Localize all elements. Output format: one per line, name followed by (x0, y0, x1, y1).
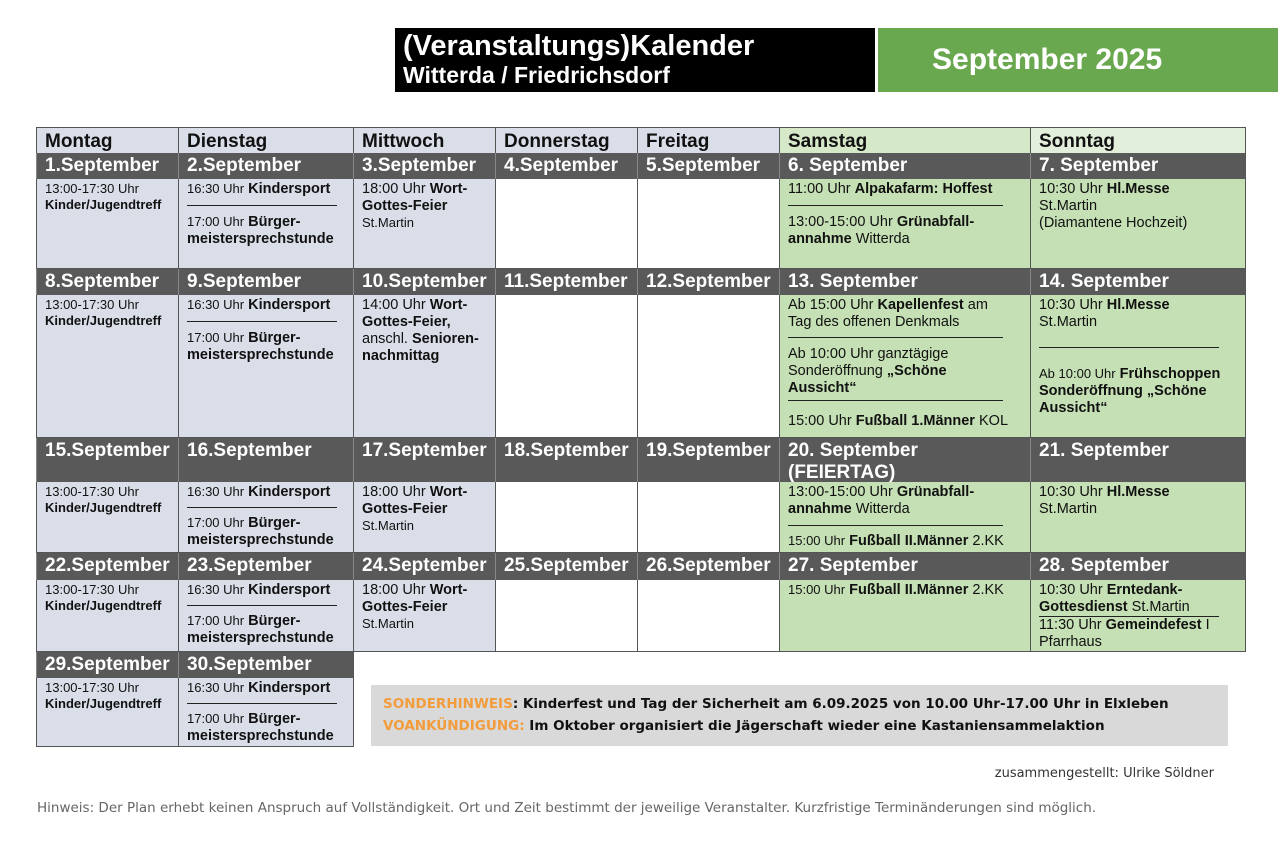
event-title: Hl.Messe (1106, 484, 1170, 500)
event-title: Wort- (429, 181, 468, 197)
event-note: KOL (979, 413, 1009, 429)
event-time: 13:00-17:30 Uhr (45, 297, 139, 312)
event-time: 13:00-17:30 Uhr (45, 484, 139, 499)
date-label: 9.September (178, 269, 354, 295)
event-cell-mon-4 (36, 580, 179, 652)
event-title: Gottes-Feier (362, 599, 448, 615)
event-cell-mon-5 (36, 678, 179, 747)
event-time: Ab 10:00 Uhr ganztägige (788, 346, 949, 362)
event-cell-fri-4 (637, 580, 780, 652)
event-time: 16:30 Uhr (187, 680, 245, 695)
event-time: 13:00-17:30 Uhr (45, 582, 139, 597)
separator-line (187, 507, 337, 508)
date-label: 23.September (178, 553, 354, 580)
event-time: Ab 10:00 Uhr (1039, 366, 1116, 381)
date-label: 14. September (1030, 269, 1246, 295)
event-cell-tue-1 (178, 179, 354, 269)
event-title: Bürger- (248, 613, 301, 629)
event-title: Kinder/Jugendtreff (45, 197, 162, 212)
date-label: 13. September (779, 269, 1031, 295)
event-title: Alpakafarm: Hoffest (854, 181, 993, 197)
event-time: 14:00 Uhr (362, 297, 426, 313)
date-label: 4.September (495, 153, 638, 179)
event-time: 13:00-17:30 Uhr (45, 680, 139, 695)
event-title: Frühschoppen (1119, 366, 1221, 382)
calendar-title: (Veranstaltungs)Kalender (403, 30, 755, 62)
event-time: 11:30 Uhr (1039, 617, 1102, 633)
event-time: 16:30 Uhr (187, 582, 245, 597)
event-location: St.Martin (362, 215, 415, 230)
event-time: 10:30 Uhr (1039, 181, 1103, 197)
notice-text-announcement: Im Oktober organisiert die Jägerschaft wieder eine Kastaniensammelaktion (524, 718, 1105, 734)
event-title: Kindersport (248, 582, 331, 598)
event-time: 15:00 Uhr (788, 582, 846, 597)
date-label: 20. September (788, 440, 918, 461)
calendar-location: Witterda / Friedrichsdorf (403, 62, 670, 88)
separator-line (187, 703, 337, 704)
event-time: 15:00 Uhr (788, 533, 846, 548)
notice-label-announcement: VOANKÜNDIGUNG: (383, 718, 525, 734)
event-title: Aussicht“ (788, 380, 857, 396)
event-title: meistersprechstunde (187, 728, 334, 744)
separator-line (1039, 347, 1219, 348)
disclaimer-text: Hinweis: Der Plan erhebt keinen Anspruch auf Vollständigkeit. Ort und Zeit bestimmt der jeweilige Veranstalter. Kurzfristige Terminänderungen sind möglich. (37, 800, 1097, 816)
date-label: 17.September (353, 438, 496, 482)
date-label: 26.September (637, 553, 780, 580)
date-label: 22.September (36, 553, 179, 580)
credit-text: zusammengestellt: Ulrike Söldner (994, 766, 1214, 781)
weekday-saturday: Samstag (779, 127, 1031, 153)
date-label: 30.September (178, 652, 354, 678)
event-time: 13:00-15:00 Uhr (788, 214, 893, 230)
event-title: Kinder/Jugendtreff (45, 598, 162, 613)
event-cell-sat-2 (779, 295, 1031, 438)
event-title: Wort- (429, 484, 468, 500)
event-time: 11:00 Uhr (788, 181, 851, 197)
event-cell-tue-5 (178, 678, 354, 747)
date-label: 28. September (1030, 553, 1246, 580)
event-cell-sat-3 (779, 482, 1031, 553)
event-title: meistersprechstunde (187, 231, 334, 247)
event-note: Sonderöffnung (788, 363, 883, 379)
date-label: 24.September (353, 553, 496, 580)
separator-line (788, 400, 1003, 401)
event-cell-sun-2 (1030, 295, 1246, 438)
date-label: 27. September (779, 553, 1031, 580)
weekday-sunday: Sonntag (1030, 127, 1246, 153)
event-location: Witterda (855, 231, 910, 247)
event-location: Witterda (855, 501, 910, 517)
date-label: 19.September (637, 438, 780, 482)
event-time: 17:00 Uhr (187, 214, 245, 229)
event-location: St.Martin (1039, 198, 1098, 214)
event-title: Bürger- (248, 330, 301, 346)
separator-line (187, 605, 337, 606)
event-title: Gottes-Feier, (362, 314, 451, 330)
event-time: 13:00-17:30 Uhr (45, 181, 139, 196)
separator-line (788, 337, 1003, 338)
event-location: Pfarrhaus (1039, 634, 1102, 650)
event-location: St.Martin (1131, 599, 1190, 615)
event-note: 2.KK (972, 533, 1004, 549)
date-label: 5.September (637, 153, 780, 179)
event-cell-thu-4 (495, 580, 638, 652)
event-cell-wed-2 (353, 295, 496, 438)
event-title: Grünabfall- (896, 484, 975, 500)
event-time: 10:30 Uhr (1039, 582, 1103, 598)
event-title: Sonderöffnung „Schöne (1039, 383, 1207, 399)
notice-text-special: : Kinderfest und Tag der Sicherheit am 6.09.2025 von 10.00 Uhr-17.00 Uhr in Elxleben (512, 696, 1169, 712)
notice-box (371, 685, 1228, 746)
event-title: „Schöne (886, 363, 947, 379)
event-cell-tue-2 (178, 295, 354, 438)
event-location: St.Martin (362, 518, 415, 533)
event-title: meistersprechstunde (187, 347, 334, 363)
separator-line (187, 321, 337, 322)
event-note: Tag des offenen Denkmals (788, 314, 960, 330)
date-label: 21. September (1030, 438, 1246, 482)
event-title: Fußball II.Männer (849, 533, 969, 549)
event-note: I (1205, 617, 1210, 633)
event-title: Aussicht“ (1039, 400, 1108, 416)
event-cell-fri-3 (637, 482, 780, 553)
event-time: 17:00 Uhr (187, 330, 245, 345)
date-label: 8.September (36, 269, 179, 295)
event-title: meistersprechstunde (187, 630, 334, 646)
event-title: meistersprechstunde (187, 532, 334, 548)
event-title: Kinder/Jugendtreff (45, 696, 162, 711)
event-time: 18:00 Uhr (362, 582, 426, 598)
event-note: am (967, 297, 988, 313)
month-label: September 2025 (878, 28, 1278, 92)
event-cell-tue-4 (178, 580, 354, 652)
event-title: Bürger- (248, 214, 301, 230)
event-title: Kapellenfest (877, 297, 964, 313)
event-location: St.Martin (1039, 501, 1098, 517)
event-note: (Diamantene Hochzeit) (1039, 215, 1188, 231)
event-cell-sun-4 (1030, 580, 1246, 652)
event-time: 18:00 Uhr (362, 484, 426, 500)
separator-line (788, 205, 1003, 206)
event-title: Fußball 1.Männer (855, 413, 975, 429)
weekday-wednesday: Mittwoch (353, 127, 496, 153)
date-label: 25.September (495, 553, 638, 580)
date-label-holiday (779, 438, 1031, 482)
event-title: Erntedank- (1106, 582, 1183, 598)
event-cell-thu-2 (495, 295, 638, 438)
event-cell-mon-1 (36, 179, 179, 269)
date-label: 6. September (779, 153, 1031, 179)
calendar-title-box (395, 28, 875, 92)
event-title: Grünabfall- (896, 214, 975, 230)
event-note: 2.KK (972, 582, 1004, 598)
notice-label-special: SONDERHINWEIS (383, 696, 513, 712)
weekday-tuesday: Dienstag (178, 127, 354, 153)
event-title: Hl.Messe (1106, 297, 1170, 313)
event-time: 10:30 Uhr (1039, 484, 1103, 500)
event-location: St.Martin (1039, 314, 1098, 330)
date-label: 7. September (1030, 153, 1246, 179)
date-label: 3.September (353, 153, 496, 179)
date-label: 16.September (178, 438, 354, 482)
weekday-friday: Freitag (637, 127, 780, 153)
event-title: Wort- (429, 297, 468, 313)
event-time: 16:30 Uhr (187, 484, 245, 499)
event-cell-wed-3 (353, 482, 496, 553)
event-title: annahme (788, 231, 852, 247)
event-cell-wed-4 (353, 580, 496, 652)
event-title: Kindersport (248, 484, 331, 500)
event-cell-tue-3 (178, 482, 354, 553)
event-title: Kindersport (248, 680, 331, 696)
event-title: nachmittag (362, 348, 440, 364)
date-label: 10.September (353, 269, 496, 295)
event-cell-sat-1 (779, 179, 1031, 269)
event-location: St.Martin (362, 616, 415, 631)
event-cell-sun-1 (1030, 179, 1246, 269)
event-note: anschl. (362, 331, 408, 347)
event-time: 17:00 Uhr (187, 613, 245, 628)
event-title: Wort- (429, 582, 468, 598)
date-label: 11.September (495, 269, 638, 295)
event-cell-fri-1 (637, 179, 780, 269)
date-label: 12.September (637, 269, 780, 295)
event-time: 13:00-15:00 Uhr (788, 484, 893, 500)
date-label: 29.September (36, 652, 179, 678)
event-cell-fri-2 (637, 295, 780, 438)
event-title: Kindersport (248, 181, 331, 197)
event-title: Fußball II.Männer (849, 582, 969, 598)
event-title: Kinder/Jugendtreff (45, 500, 162, 515)
event-title: Kinder/Jugendtreff (45, 313, 162, 328)
event-time: 18:00 Uhr (362, 181, 426, 197)
event-cell-thu-3 (495, 482, 638, 553)
weekday-monday: Montag (36, 127, 179, 153)
event-time: 17:00 Uhr (187, 515, 245, 530)
event-cell-sun-3 (1030, 482, 1246, 553)
date-label: 15.September (36, 438, 179, 482)
event-title: annahme (788, 501, 852, 517)
event-title: Gottes-Feier (362, 198, 448, 214)
event-cell-thu-1 (495, 179, 638, 269)
event-time: 16:30 Uhr (187, 297, 245, 312)
date-label: 2.September (178, 153, 354, 179)
event-time: 17:00 Uhr (187, 711, 245, 726)
event-title: Bürger- (248, 711, 301, 727)
event-title: Senioren- (411, 331, 479, 347)
event-title: Gemeindefest (1105, 617, 1202, 633)
date-label: 18.September (495, 438, 638, 482)
event-time: Ab 15:00 Uhr (788, 297, 874, 313)
event-cell-wed-1 (353, 179, 496, 269)
event-title: Hl.Messe (1106, 181, 1170, 197)
event-cell-mon-3 (36, 482, 179, 553)
event-title: Bürger- (248, 515, 301, 531)
date-label: 1.September (36, 153, 179, 179)
separator-line (788, 525, 1003, 526)
event-title: Gottes-Feier (362, 501, 448, 517)
event-time: 10:30 Uhr (1039, 297, 1103, 313)
event-time: 16:30 Uhr (187, 181, 245, 196)
event-cell-mon-2 (36, 295, 179, 438)
event-cell-sat-4 (779, 580, 1031, 652)
event-title: Gottesdienst (1039, 599, 1128, 615)
holiday-label: (FEIERTAG) (788, 462, 896, 482)
separator-line (187, 205, 337, 206)
event-title: Kindersport (248, 297, 331, 313)
event-time: 15:00 Uhr (788, 413, 852, 429)
weekday-thursday: Donnerstag (495, 127, 638, 153)
